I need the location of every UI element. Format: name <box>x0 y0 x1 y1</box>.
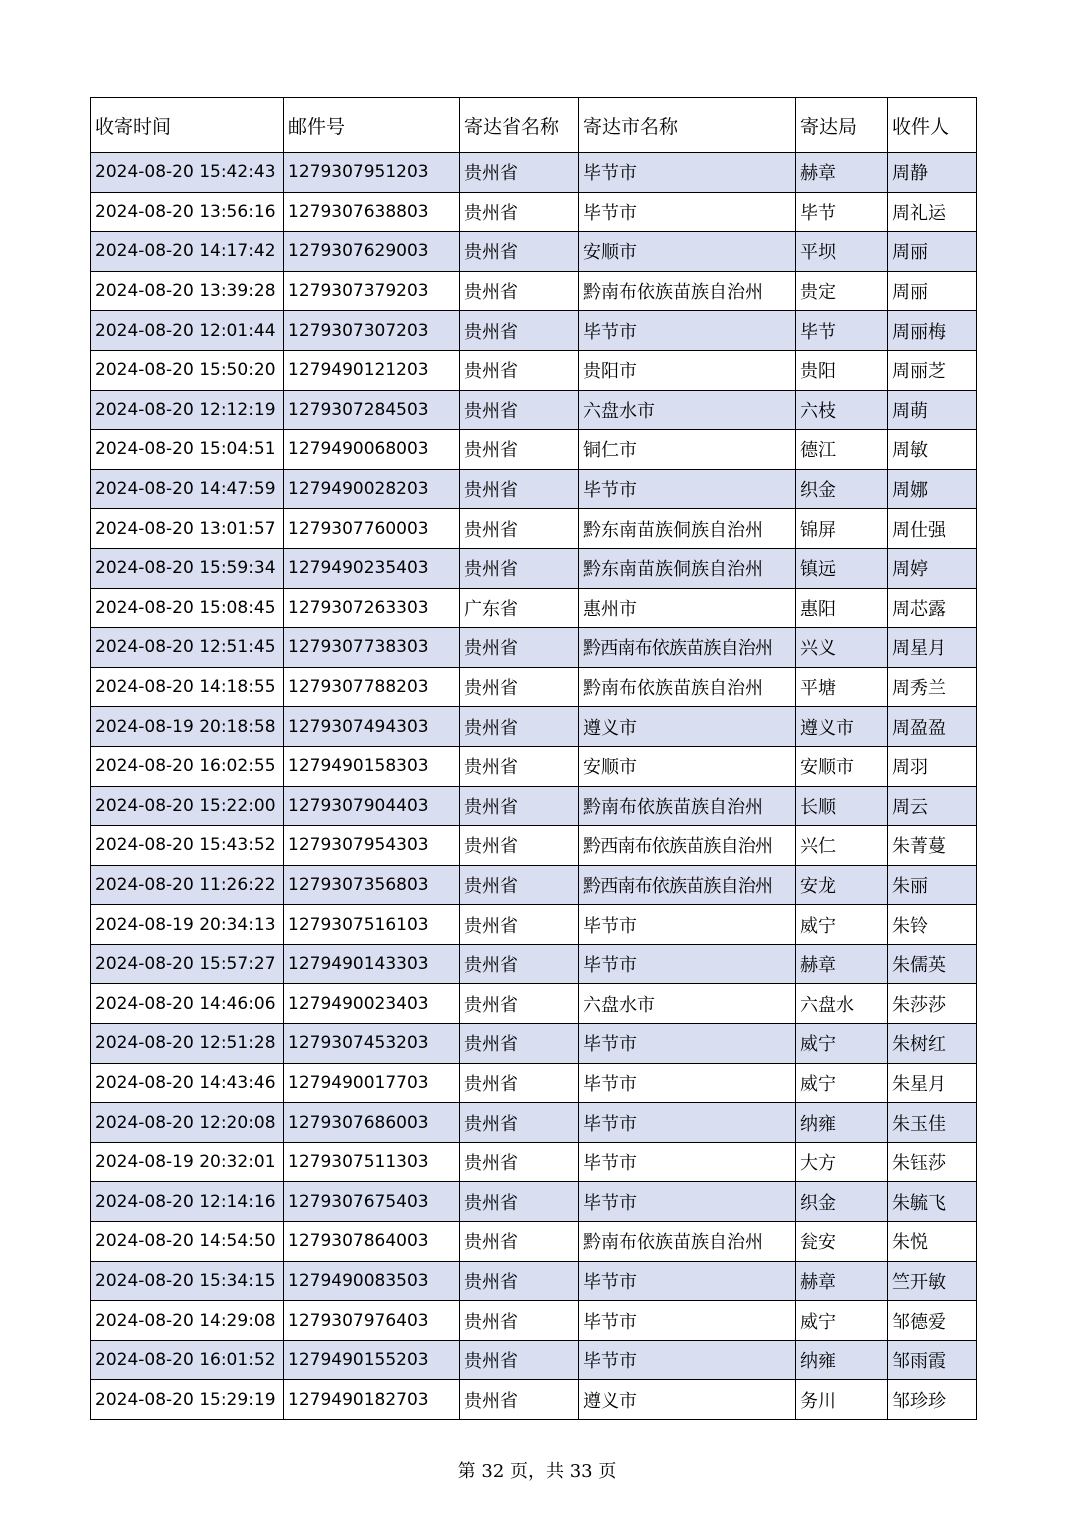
header-row <box>91 98 977 153</box>
table-row <box>91 588 977 628</box>
cell-destination-city: 毕节市 <box>579 1301 796 1341</box>
cell-mail-number: 1279307686003 <box>284 1103 460 1143</box>
cell-destination-province: 贵州省 <box>460 826 579 866</box>
cell-posting-time: 2024-08-20 13:01:57 <box>91 509 284 549</box>
cell-recipient: 周丽 <box>888 271 977 311</box>
cell-destination-office: 威宁 <box>796 1024 888 1064</box>
cell-recipient: 朱玉佳 <box>888 1103 977 1143</box>
table-row <box>91 628 977 668</box>
cell-recipient: 朱毓飞 <box>888 1182 977 1222</box>
cell-posting-time: 2024-08-20 15:22:00 <box>91 786 284 826</box>
cell-posting-time: 2024-08-20 15:04:51 <box>91 430 284 470</box>
cell-destination-province: 贵州省 <box>460 1380 579 1420</box>
cell-recipient: 周盈盈 <box>888 707 977 747</box>
cell-mail-number: 1279307675403 <box>284 1182 460 1222</box>
cell-mail-number: 1279490235403 <box>284 548 460 588</box>
cell-destination-office: 兴义 <box>796 628 888 668</box>
header-mail-number: 邮件号 <box>284 98 460 153</box>
cell-posting-time: 2024-08-19 20:32:01 <box>91 1142 284 1182</box>
table-row <box>91 865 977 905</box>
cell-mail-number: 1279307516103 <box>284 905 460 945</box>
cell-posting-time: 2024-08-20 14:29:08 <box>91 1301 284 1341</box>
cell-destination-office: 威宁 <box>796 1063 888 1103</box>
table-row <box>91 509 977 549</box>
cell-posting-time: 2024-08-20 15:34:15 <box>91 1261 284 1301</box>
cell-destination-province: 贵州省 <box>460 1261 579 1301</box>
cell-recipient: 朱树红 <box>888 1024 977 1064</box>
cell-mail-number: 1279307356803 <box>284 865 460 905</box>
table-row <box>91 1024 977 1064</box>
cell-posting-time: 2024-08-20 15:43:52 <box>91 826 284 866</box>
cell-mail-number: 1279307629003 <box>284 232 460 272</box>
table-row <box>91 1340 977 1380</box>
header-destination-province: 寄达省名称 <box>460 98 579 153</box>
cell-destination-province: 贵州省 <box>460 667 579 707</box>
cell-recipient: 竺开敏 <box>888 1261 977 1301</box>
header-destination-office: 寄达局 <box>796 98 888 153</box>
cell-destination-province: 贵州省 <box>460 786 579 826</box>
cell-destination-city: 安顺市 <box>579 232 796 272</box>
cell-destination-office: 威宁 <box>796 1301 888 1341</box>
cell-destination-office: 德江 <box>796 430 888 470</box>
cell-destination-office: 纳雍 <box>796 1340 888 1380</box>
cell-destination-city: 贵阳市 <box>579 350 796 390</box>
cell-recipient: 朱莎莎 <box>888 984 977 1024</box>
cell-destination-office: 毕节 <box>796 192 888 232</box>
cell-destination-office: 平塘 <box>796 667 888 707</box>
cell-destination-city: 毕节市 <box>579 1103 796 1143</box>
cell-destination-office: 六枝 <box>796 390 888 430</box>
cell-destination-office: 六盘水 <box>796 984 888 1024</box>
cell-posting-time: 2024-08-20 12:14:16 <box>91 1182 284 1222</box>
table-row <box>91 430 977 470</box>
cell-destination-province: 贵州省 <box>460 746 579 786</box>
cell-posting-time: 2024-08-20 14:17:42 <box>91 232 284 272</box>
cell-destination-city: 六盘水市 <box>579 984 796 1024</box>
cell-destination-province: 贵州省 <box>460 905 579 945</box>
cell-recipient: 周丽芝 <box>888 350 977 390</box>
cell-recipient: 周婷 <box>888 548 977 588</box>
cell-destination-city: 黔南布依族苗族自治州 <box>579 271 796 311</box>
cell-destination-city: 毕节市 <box>579 944 796 984</box>
cell-destination-office: 务川 <box>796 1380 888 1420</box>
cell-mail-number: 1279490017703 <box>284 1063 460 1103</box>
header-recipient: 收件人 <box>888 98 977 153</box>
cell-recipient: 周丽梅 <box>888 311 977 351</box>
table-row <box>91 1222 977 1262</box>
cell-recipient: 周芯露 <box>888 588 977 628</box>
cell-destination-city: 铜仁市 <box>579 430 796 470</box>
cell-destination-province: 贵州省 <box>460 1103 579 1143</box>
cell-mail-number: 1279307379203 <box>284 271 460 311</box>
cell-recipient: 邹珍珍 <box>888 1380 977 1420</box>
cell-recipient: 周娜 <box>888 469 977 509</box>
cell-destination-office: 镇远 <box>796 548 888 588</box>
cell-destination-province: 贵州省 <box>460 430 579 470</box>
table-row <box>91 1182 977 1222</box>
cell-posting-time: 2024-08-20 13:56:16 <box>91 192 284 232</box>
cell-destination-province: 贵州省 <box>460 707 579 747</box>
cell-posting-time: 2024-08-20 14:18:55 <box>91 667 284 707</box>
table-row <box>91 350 977 390</box>
cell-destination-province: 贵州省 <box>460 1182 579 1222</box>
cell-recipient: 朱菁蔓 <box>888 826 977 866</box>
cell-mail-number: 1279490083503 <box>284 1261 460 1301</box>
cell-posting-time: 2024-08-20 15:29:19 <box>91 1380 284 1420</box>
cell-destination-province: 贵州省 <box>460 1301 579 1341</box>
cell-mail-number: 1279307284503 <box>284 390 460 430</box>
cell-destination-province: 贵州省 <box>460 944 579 984</box>
cell-destination-city: 毕节市 <box>579 1182 796 1222</box>
cell-destination-province: 贵州省 <box>460 1142 579 1182</box>
table-row <box>91 232 977 272</box>
cell-destination-city: 毕节市 <box>579 1024 796 1064</box>
cell-recipient: 朱儒英 <box>888 944 977 984</box>
cell-destination-office: 纳雍 <box>796 1103 888 1143</box>
cell-recipient: 朱丽 <box>888 865 977 905</box>
table-header <box>91 98 977 153</box>
cell-destination-province: 贵州省 <box>460 1222 579 1262</box>
cell-mail-number: 1279490143303 <box>284 944 460 984</box>
cell-destination-city: 毕节市 <box>579 1063 796 1103</box>
cell-destination-province: 贵州省 <box>460 865 579 905</box>
cell-destination-office: 织金 <box>796 469 888 509</box>
cell-recipient: 周羽 <box>888 746 977 786</box>
cell-destination-province: 贵州省 <box>460 390 579 430</box>
cell-mail-number: 1279490068003 <box>284 430 460 470</box>
cell-destination-province: 贵州省 <box>460 1340 579 1380</box>
cell-recipient: 邹德爱 <box>888 1301 977 1341</box>
cell-destination-city: 黔西南布依族苗族自治州 <box>579 826 796 866</box>
table-row <box>91 746 977 786</box>
header-posting-time: 收寄时间 <box>91 98 284 153</box>
cell-destination-office: 惠阳 <box>796 588 888 628</box>
cell-destination-province: 贵州省 <box>460 469 579 509</box>
cell-destination-city: 黔南布依族苗族自治州 <box>579 1222 796 1262</box>
table-row <box>91 667 977 707</box>
cell-destination-office: 赫章 <box>796 944 888 984</box>
cell-posting-time: 2024-08-20 11:26:22 <box>91 865 284 905</box>
cell-destination-city: 六盘水市 <box>579 390 796 430</box>
cell-recipient: 周秀兰 <box>888 667 977 707</box>
table-row <box>91 1261 977 1301</box>
cell-mail-number: 1279307738303 <box>284 628 460 668</box>
cell-destination-province: 贵州省 <box>460 153 579 193</box>
cell-mail-number: 1279307951203 <box>284 153 460 193</box>
cell-posting-time: 2024-08-20 14:54:50 <box>91 1222 284 1262</box>
cell-posting-time: 2024-08-20 12:51:28 <box>91 1024 284 1064</box>
table-row <box>91 905 977 945</box>
table-row <box>91 944 977 984</box>
table-row <box>91 1063 977 1103</box>
table-row <box>91 548 977 588</box>
cell-posting-time: 2024-08-20 16:01:52 <box>91 1340 284 1380</box>
cell-mail-number: 1279307494303 <box>284 707 460 747</box>
table-row <box>91 984 977 1024</box>
cell-recipient: 周云 <box>888 786 977 826</box>
cell-destination-city: 黔南布依族苗族自治州 <box>579 786 796 826</box>
cell-destination-city: 黔南布依族苗族自治州 <box>579 667 796 707</box>
cell-destination-office: 赫章 <box>796 153 888 193</box>
cell-destination-office: 安龙 <box>796 865 888 905</box>
cell-destination-province: 贵州省 <box>460 350 579 390</box>
cell-recipient: 周敏 <box>888 430 977 470</box>
cell-mail-number: 1279490028203 <box>284 469 460 509</box>
cell-recipient: 朱星月 <box>888 1063 977 1103</box>
cell-destination-city: 黔东南苗族侗族自治州 <box>579 509 796 549</box>
cell-posting-time: 2024-08-20 15:57:27 <box>91 944 284 984</box>
table-row <box>91 826 977 866</box>
table-row <box>91 1142 977 1182</box>
header-destination-city: 寄达市名称 <box>579 98 796 153</box>
cell-destination-province: 广东省 <box>460 588 579 628</box>
table-row <box>91 707 977 747</box>
cell-destination-province: 贵州省 <box>460 628 579 668</box>
cell-destination-city: 遵义市 <box>579 707 796 747</box>
cell-posting-time: 2024-08-20 15:59:34 <box>91 548 284 588</box>
cell-destination-city: 毕节市 <box>579 469 796 509</box>
cell-destination-province: 贵州省 <box>460 311 579 351</box>
cell-destination-city: 遵义市 <box>579 1380 796 1420</box>
cell-recipient: 朱悦 <box>888 1222 977 1262</box>
cell-destination-office: 大方 <box>796 1142 888 1182</box>
cell-destination-city: 毕节市 <box>579 153 796 193</box>
cell-destination-province: 贵州省 <box>460 192 579 232</box>
cell-recipient: 周静 <box>888 153 977 193</box>
cell-destination-province: 贵州省 <box>460 984 579 1024</box>
cell-mail-number: 1279307864003 <box>284 1222 460 1262</box>
cell-posting-time: 2024-08-20 12:12:19 <box>91 390 284 430</box>
cell-mail-number: 1279490182703 <box>284 1380 460 1420</box>
cell-destination-province: 贵州省 <box>460 509 579 549</box>
cell-recipient: 周礼运 <box>888 192 977 232</box>
cell-posting-time: 2024-08-19 20:18:58 <box>91 707 284 747</box>
cell-posting-time: 2024-08-20 14:46:06 <box>91 984 284 1024</box>
cell-mail-number: 1279307788203 <box>284 667 460 707</box>
cell-posting-time: 2024-08-20 12:51:45 <box>91 628 284 668</box>
cell-destination-city: 毕节市 <box>579 311 796 351</box>
table-row <box>91 271 977 311</box>
cell-destination-office: 平坝 <box>796 232 888 272</box>
cell-posting-time: 2024-08-19 20:34:13 <box>91 905 284 945</box>
table-row <box>91 1301 977 1341</box>
cell-destination-city: 毕节市 <box>579 1142 796 1182</box>
cell-recipient: 周丽 <box>888 232 977 272</box>
cell-destination-city: 安顺市 <box>579 746 796 786</box>
table-row <box>91 311 977 351</box>
cell-recipient: 朱钰莎 <box>888 1142 977 1182</box>
cell-recipient: 朱铃 <box>888 905 977 945</box>
cell-posting-time: 2024-08-20 12:01:44 <box>91 311 284 351</box>
page-number-footer: 第 32 页，共 33 页 <box>457 1461 617 1482</box>
cell-destination-office: 威宁 <box>796 905 888 945</box>
cell-posting-time: 2024-08-20 15:08:45 <box>91 588 284 628</box>
table-row <box>91 192 977 232</box>
cell-destination-office: 瓮安 <box>796 1222 888 1262</box>
table-row <box>91 390 977 430</box>
cell-destination-office: 赫章 <box>796 1261 888 1301</box>
cell-mail-number: 1279307904403 <box>284 786 460 826</box>
cell-destination-city: 毕节市 <box>579 1340 796 1380</box>
cell-destination-province: 贵州省 <box>460 271 579 311</box>
cell-destination-office: 织金 <box>796 1182 888 1222</box>
cell-recipient: 周星月 <box>888 628 977 668</box>
cell-destination-office: 贵阳 <box>796 350 888 390</box>
cell-recipient: 邹雨霞 <box>888 1340 977 1380</box>
cell-destination-office: 长顺 <box>796 786 888 826</box>
mail-records-table <box>90 97 977 1420</box>
cell-destination-office: 贵定 <box>796 271 888 311</box>
table-row <box>91 786 977 826</box>
cell-destination-city: 惠州市 <box>579 588 796 628</box>
cell-mail-number: 1279307976403 <box>284 1301 460 1341</box>
cell-mail-number: 1279307638803 <box>284 192 460 232</box>
cell-destination-city: 黔西南布依族苗族自治州 <box>579 865 796 905</box>
cell-mail-number: 1279307760003 <box>284 509 460 549</box>
cell-posting-time: 2024-08-20 15:42:43 <box>91 153 284 193</box>
cell-destination-province: 贵州省 <box>460 1024 579 1064</box>
cell-destination-office: 安顺市 <box>796 746 888 786</box>
cell-destination-province: 贵州省 <box>460 548 579 588</box>
cell-posting-time: 2024-08-20 16:02:55 <box>91 746 284 786</box>
cell-destination-office: 遵义市 <box>796 707 888 747</box>
cell-mail-number: 1279307954303 <box>284 826 460 866</box>
cell-destination-city: 黔东南苗族侗族自治州 <box>579 548 796 588</box>
cell-mail-number: 1279307307203 <box>284 311 460 351</box>
table-row <box>91 153 977 193</box>
cell-recipient: 周仕强 <box>888 509 977 549</box>
cell-mail-number: 1279490121203 <box>284 350 460 390</box>
cell-posting-time: 2024-08-20 14:43:46 <box>91 1063 284 1103</box>
cell-destination-province: 贵州省 <box>460 1063 579 1103</box>
cell-recipient: 周萌 <box>888 390 977 430</box>
cell-mail-number: 1279307511303 <box>284 1142 460 1182</box>
cell-mail-number: 1279490023403 <box>284 984 460 1024</box>
cell-posting-time: 2024-08-20 15:50:20 <box>91 350 284 390</box>
cell-destination-city: 毕节市 <box>579 905 796 945</box>
cell-mail-number: 1279307263303 <box>284 588 460 628</box>
cell-destination-city: 黔西南布依族苗族自治州 <box>579 628 796 668</box>
cell-destination-province: 贵州省 <box>460 232 579 272</box>
cell-posting-time: 2024-08-20 12:20:08 <box>91 1103 284 1143</box>
cell-posting-time: 2024-08-20 13:39:28 <box>91 271 284 311</box>
cell-destination-city: 毕节市 <box>579 192 796 232</box>
cell-destination-office: 兴仁 <box>796 826 888 866</box>
table-row <box>91 1103 977 1143</box>
table-row <box>91 469 977 509</box>
cell-destination-city: 毕节市 <box>579 1261 796 1301</box>
cell-mail-number: 1279490158303 <box>284 746 460 786</box>
cell-destination-office: 锦屏 <box>796 509 888 549</box>
cell-destination-office: 毕节 <box>796 311 888 351</box>
cell-mail-number: 1279307453203 <box>284 1024 460 1064</box>
table-row <box>91 1380 977 1420</box>
table-body <box>91 153 977 1420</box>
cell-posting-time: 2024-08-20 14:47:59 <box>91 469 284 509</box>
cell-mail-number: 1279490155203 <box>284 1340 460 1380</box>
